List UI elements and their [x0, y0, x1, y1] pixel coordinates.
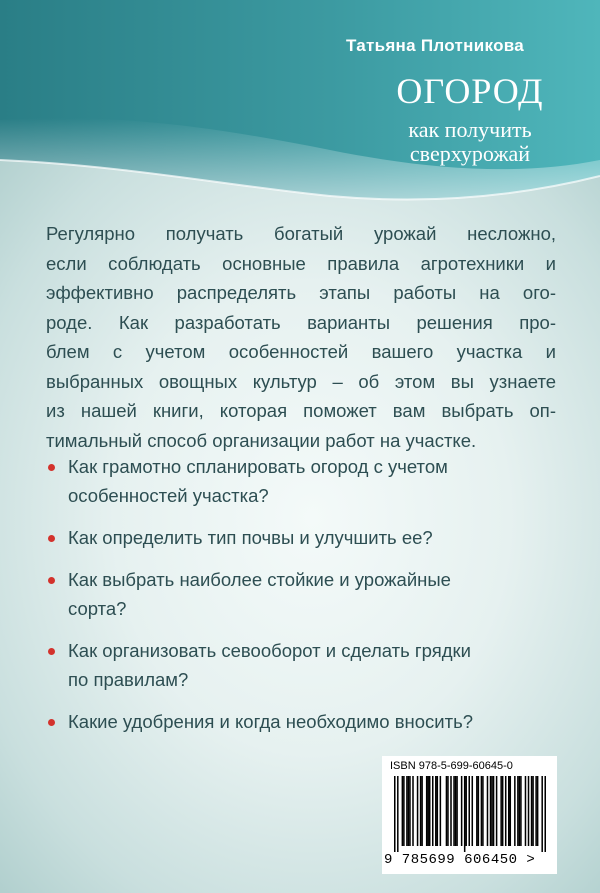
barcode-bar — [432, 776, 434, 846]
barcode-bar — [541, 776, 543, 852]
barcode-bar — [487, 776, 489, 846]
barcode-bar — [455, 776, 457, 846]
barcode-bar — [468, 776, 470, 846]
barcode-bar — [397, 776, 399, 852]
bullet-dot-icon — [48, 535, 55, 542]
barcode-bar — [426, 776, 428, 846]
isbn-text: ISBN 978-5-699-60645-0 — [390, 760, 513, 772]
barcode-bar — [478, 776, 480, 846]
header-wave-graphic — [0, 0, 600, 230]
barcode-bar — [446, 776, 448, 846]
question-item — [46, 565, 566, 623]
barcode-bar — [514, 776, 516, 846]
question-item — [46, 636, 566, 694]
question-text — [68, 636, 566, 694]
description-line: если соблюдать основные правила агротехники и — [46, 252, 556, 274]
question-line: Как грамотно спланировать огород с учетом — [68, 456, 448, 477]
barcode-image — [394, 776, 546, 852]
barcode-bar — [406, 776, 408, 846]
barcode-bar — [420, 776, 422, 846]
barcode-bar — [520, 776, 522, 846]
barcode-bar — [440, 776, 442, 846]
barcode-bar — [537, 776, 539, 846]
barcode-bar — [403, 776, 405, 846]
description-line: блем с учетом особенностей вашего участка и — [46, 341, 556, 362]
barcode-bar — [525, 776, 527, 846]
description-line: роде. Как разработать варианты решения про- — [46, 311, 556, 333]
barcode-label — [382, 756, 557, 874]
barcode-bar — [493, 776, 495, 846]
barcode-bar — [476, 776, 478, 846]
barcode-bar — [517, 776, 519, 846]
barcode-bar — [532, 776, 534, 846]
barcode-bar — [427, 776, 429, 846]
description-line: Регулярно получать богатый урожай несложно, — [46, 223, 556, 244]
book-title: ОГОРОД — [396, 71, 544, 111]
bullet-dot-icon — [48, 719, 55, 726]
question-item — [46, 523, 566, 552]
barcode-bar — [491, 776, 493, 846]
bullet-dot-icon — [48, 464, 55, 471]
question-text — [68, 707, 566, 736]
barcode-bar — [482, 776, 484, 846]
barcode-bar — [437, 776, 439, 846]
bullet-dot-icon — [48, 648, 55, 655]
book-subtitle — [360, 118, 580, 166]
question-item — [46, 707, 566, 736]
question-item — [46, 452, 566, 510]
barcode-bar — [531, 776, 533, 846]
barcode-bar — [412, 776, 414, 846]
question-line: Как определить тип почвы и улучшить ее? — [68, 527, 433, 548]
question-text — [68, 565, 566, 623]
barcode-bar — [510, 776, 512, 846]
barcode-bar — [528, 776, 530, 846]
question-line: Как организовать севооборот и сделать грядки — [68, 640, 471, 661]
barcode-bar — [435, 776, 437, 846]
barcode-bar — [508, 776, 510, 846]
barcode-digits: 9 785699 606450 > — [384, 852, 536, 868]
barcode-bar — [490, 776, 492, 846]
question-line: Какие удобрения и когда необходимо вносить? — [68, 711, 474, 732]
barcode-bar — [409, 776, 411, 846]
description-line: тимальный способ организации работ на участке. — [46, 429, 477, 451]
bullet-dot-icon — [48, 577, 55, 584]
author-name: Татьяна Плотникова — [345, 36, 525, 55]
question-list — [46, 452, 566, 749]
barcode-bar — [402, 776, 404, 846]
barcode-bar — [450, 776, 452, 846]
barcode-bar — [394, 776, 396, 852]
barcode-bar — [447, 776, 449, 846]
question-line: особенностей участка? — [68, 485, 269, 506]
question-text — [68, 452, 566, 510]
barcode-bar — [408, 776, 410, 846]
barcode-bar — [496, 776, 498, 846]
barcode-bar — [453, 776, 455, 846]
barcode-bar — [421, 776, 423, 846]
barcode-bar — [519, 776, 521, 846]
description-line: выбранных овощных культур – об этом вы узнаете — [46, 370, 556, 392]
barcode-bar — [535, 776, 537, 846]
question-text — [68, 523, 566, 552]
barcode-bar — [417, 776, 419, 846]
description-line: из нашей книги, которая поможет вам выбрать оп- — [46, 400, 556, 421]
barcode-bar — [429, 776, 431, 846]
subtitle-line: как получить — [408, 117, 532, 142]
barcode-bar — [456, 776, 458, 846]
barcode-bar — [500, 776, 502, 846]
question-line: сорта? — [68, 598, 127, 619]
barcode-bar — [505, 776, 507, 846]
subtitle-line: сверхурожай — [409, 141, 531, 166]
question-line: по правилам? — [68, 669, 189, 690]
barcode-bar — [464, 776, 466, 852]
barcode-bar — [461, 776, 463, 846]
barcode-bar — [502, 776, 504, 846]
question-line: Как выбрать наиболее стойкие и урожайные — [68, 569, 451, 590]
description-line: эффективно распределять этапы работы на ого- — [46, 282, 556, 303]
barcode-bar — [544, 776, 546, 852]
barcode-bar — [472, 776, 474, 846]
barcode-bar — [481, 776, 483, 846]
barcode-bar — [465, 776, 467, 846]
description-paragraph — [46, 219, 556, 455]
